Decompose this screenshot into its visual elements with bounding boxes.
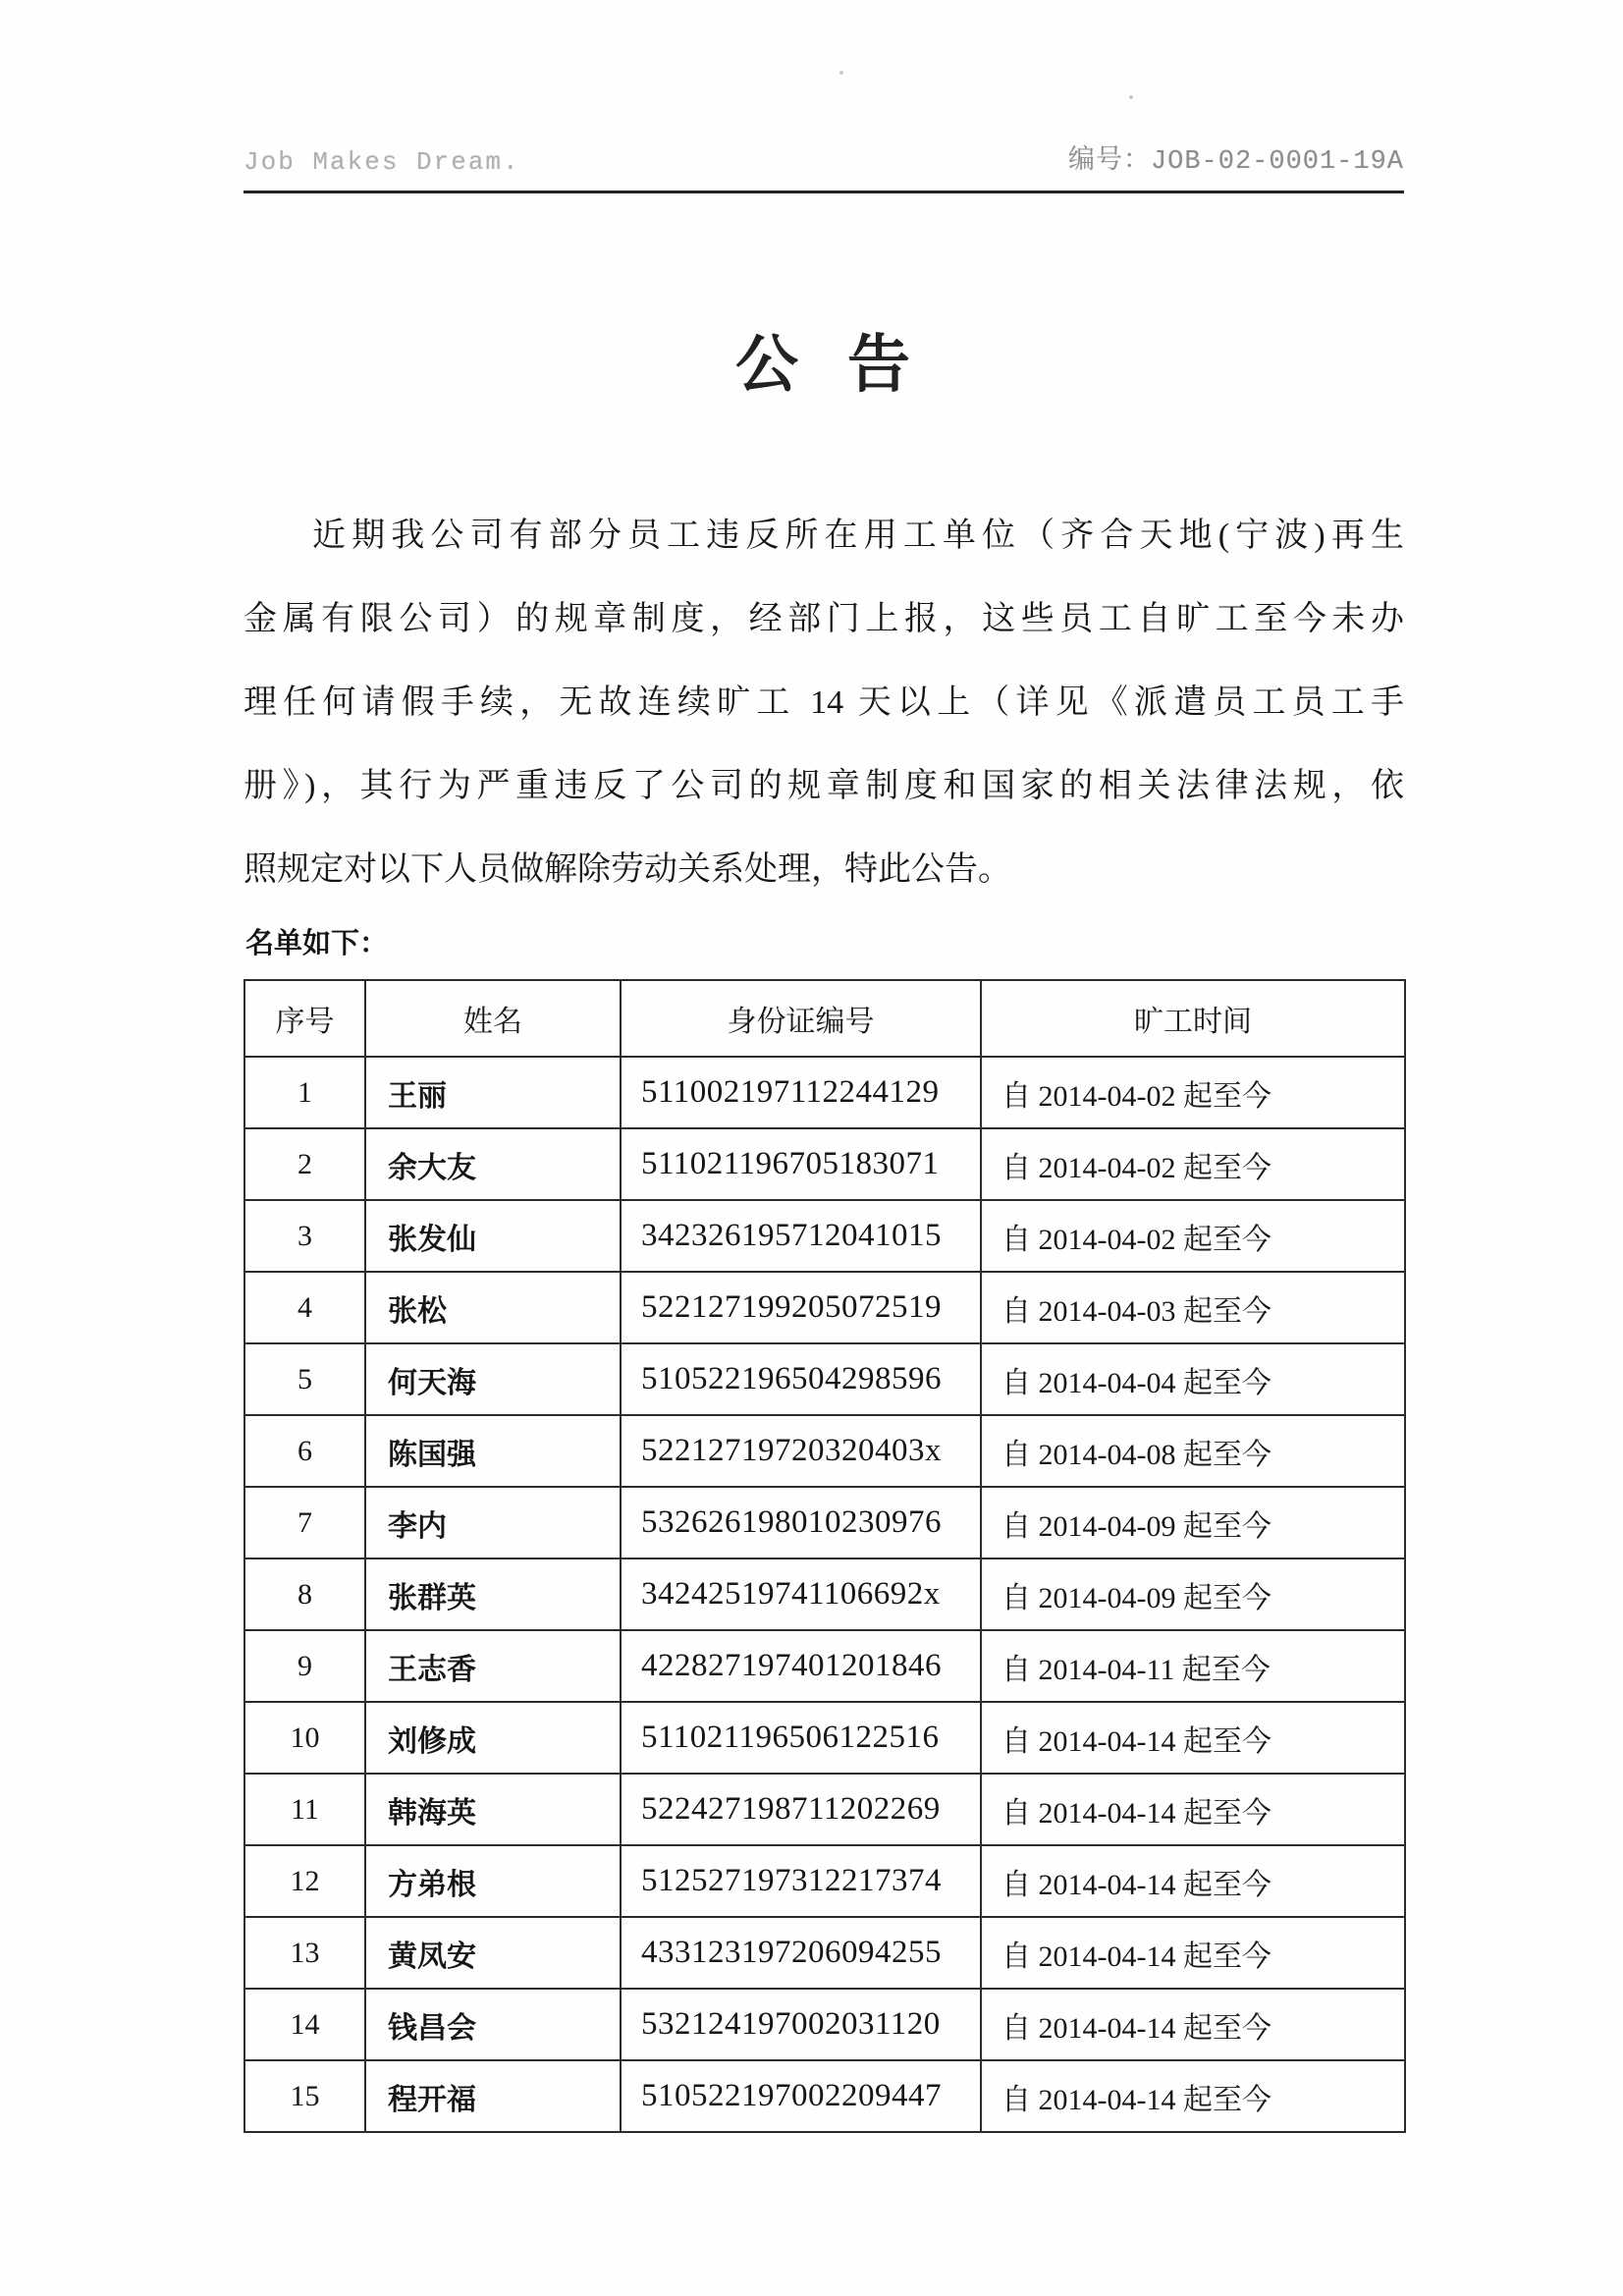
scan-speck [1129, 95, 1133, 99]
cell-absence: 自 2014-04-04 起至今 [981, 1343, 1405, 1415]
column-header-absence: 旷工时间 [981, 980, 1405, 1057]
table-row [244, 1917, 1405, 1989]
table-row [244, 1845, 1405, 1917]
cell-id: 34242519741106692x [621, 1558, 981, 1630]
cell-index: 7 [244, 1487, 365, 1558]
table-row [244, 1272, 1405, 1343]
cell-id: 510522196504298596 [621, 1343, 981, 1415]
cell-absence: 自 2014-04-08 起至今 [981, 1415, 1405, 1487]
cell-index: 14 [244, 1989, 365, 2060]
table-header-row [244, 980, 1405, 1057]
cell-id: 512527197312217374 [621, 1845, 981, 1917]
cell-name: 王志香 [365, 1630, 621, 1702]
cell-id: 522427198711202269 [621, 1774, 981, 1845]
cell-id: 532124197002031120 [621, 1989, 981, 2060]
cell-name: 陈国强 [365, 1415, 621, 1487]
table-row [244, 1200, 1405, 1272]
cell-name: 方弟根 [365, 1845, 621, 1917]
cell-index: 5 [244, 1343, 365, 1415]
cell-index: 3 [244, 1200, 365, 1272]
paragraph-line: 理任何请假手续，无故连续旷工 14 天以上（详见《派遣员工员工手 [243, 684, 1404, 721]
cell-index: 12 [244, 1845, 365, 1917]
cell-absence: 自 2014-04-11 起至今 [981, 1630, 1405, 1702]
table-row [244, 1702, 1405, 1774]
column-header-name: 姓名 [365, 980, 621, 1057]
cell-index: 9 [244, 1630, 365, 1702]
scan-speck [839, 71, 843, 75]
cell-id: 510522197002209447 [621, 2060, 981, 2132]
cell-id: 511021196705183071 [621, 1128, 981, 1200]
paragraph-line: 金属有限公司）的规章制度，经部门上报，这些员工自旷工至今未办 [243, 601, 1404, 637]
cell-name: 张发仙 [365, 1200, 621, 1272]
cell-id: 342326195712041015 [621, 1200, 981, 1272]
cell-name: 李内 [365, 1487, 621, 1558]
cell-id: 511002197112244129 [621, 1057, 981, 1128]
table-row [244, 1989, 1405, 2060]
column-header-id: 身份证编号 [621, 980, 981, 1057]
cell-id: 511021196506122516 [621, 1702, 981, 1774]
page-title: 公 告 [735, 330, 912, 400]
table-row [244, 1057, 1405, 1128]
cell-id: 522127199205072519 [621, 1272, 981, 1343]
cell-absence: 自 2014-04-14 起至今 [981, 1774, 1405, 1845]
cell-index: 11 [244, 1774, 365, 1845]
cell-name: 黄凤安 [365, 1917, 621, 1989]
cell-id: 52212719720320403x [621, 1415, 981, 1487]
cell-index: 6 [244, 1415, 365, 1487]
cell-index: 13 [244, 1917, 365, 1989]
table-row [244, 1415, 1405, 1487]
cell-id: 433123197206094255 [621, 1917, 981, 1989]
roster-label: 名单如下： [245, 928, 389, 959]
cell-absence: 自 2014-04-02 起至今 [981, 1057, 1405, 1128]
cell-name: 韩海英 [365, 1774, 621, 1845]
cell-name: 张松 [365, 1272, 621, 1343]
cell-index: 8 [244, 1558, 365, 1630]
cell-absence: 自 2014-04-03 起至今 [981, 1272, 1405, 1343]
cell-name: 刘修成 [365, 1702, 621, 1774]
column-header-index: 序号 [244, 980, 365, 1057]
paragraph-line: 册》)，其行为严重违反了公司的规章制度和国家的相关法律法规，依 [243, 768, 1404, 804]
table-row [244, 1128, 1405, 1200]
cell-name: 余大友 [365, 1128, 621, 1200]
cell-absence: 自 2014-04-09 起至今 [981, 1487, 1405, 1558]
cell-index: 2 [244, 1128, 365, 1200]
table-row [244, 1343, 1405, 1415]
cell-absence: 自 2014-04-14 起至今 [981, 1989, 1405, 2060]
table-row [244, 1630, 1405, 1702]
paragraph-line: 照规定对以下人员做解除劳动关系处理，特此公告。 [243, 851, 1011, 888]
cell-name: 钱昌会 [365, 1989, 621, 2060]
table-body [244, 1057, 1405, 2132]
cell-index: 10 [244, 1702, 365, 1774]
table-row [244, 1487, 1405, 1558]
cell-id: 422827197401201846 [621, 1630, 981, 1702]
cell-absence: 自 2014-04-14 起至今 [981, 1917, 1405, 1989]
table-row [244, 2060, 1405, 2132]
table-row [244, 1558, 1405, 1630]
cell-name: 张群英 [365, 1558, 621, 1630]
cell-name: 何天海 [365, 1343, 621, 1415]
cell-absence: 自 2014-04-14 起至今 [981, 1702, 1405, 1774]
document-number: 编号：JOB-02-0001-19A [1067, 147, 1404, 177]
cell-absence: 自 2014-04-14 起至今 [981, 2060, 1405, 2132]
dismissal-table [243, 979, 1406, 2133]
cell-absence: 自 2014-04-14 起至今 [981, 1845, 1405, 1917]
cell-index: 1 [244, 1057, 365, 1128]
company-slogan: Job Makes Dream. [243, 147, 520, 177]
paragraph-line: 近期我公司有部分员工违反所在用工单位（齐合天地(宁波)再生 [312, 518, 1404, 554]
cell-absence: 自 2014-04-09 起至今 [981, 1558, 1405, 1630]
cell-absence: 自 2014-04-02 起至今 [981, 1200, 1405, 1272]
cell-name: 程开福 [365, 2060, 621, 2132]
cell-name: 王丽 [365, 1057, 621, 1128]
table-row [244, 1774, 1405, 1845]
cell-index: 4 [244, 1272, 365, 1343]
cell-id: 532626198010230976 [621, 1487, 981, 1558]
announcement-paragraph [243, 494, 1404, 911]
cell-absence: 自 2014-04-02 起至今 [981, 1128, 1405, 1200]
cell-index: 15 [244, 2060, 365, 2132]
document-header [243, 137, 1404, 193]
